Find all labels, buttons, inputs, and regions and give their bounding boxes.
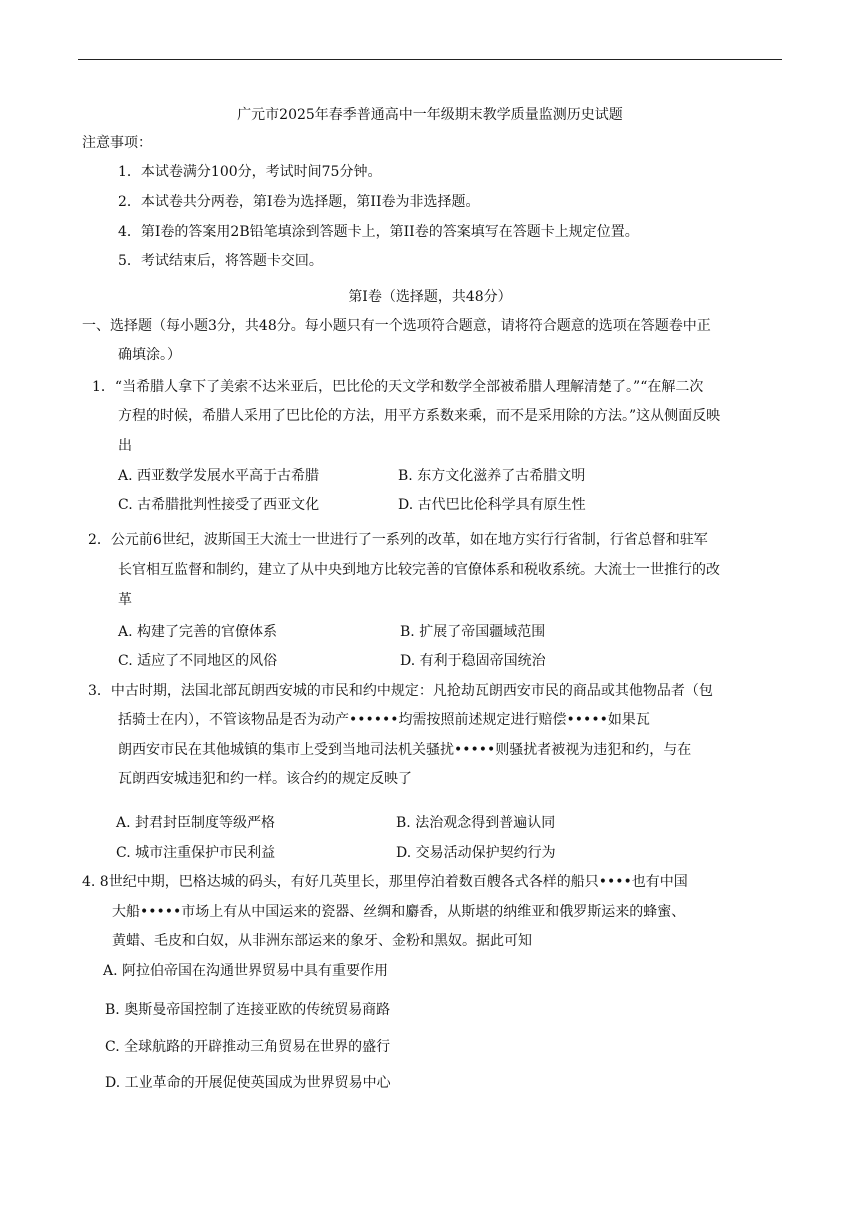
option-c: C. 城市注重保护市民利益: [116, 845, 276, 861]
question-stem-line: 瓦朗西安城违犯和约一样。该合约的规定反映了: [118, 771, 412, 787]
option-a: A. 西亚数学发展水平高于古希腊: [118, 468, 320, 484]
option-b: B. 奥斯曼帝国控制了连接亚欧的传统贸易商路: [105, 1002, 391, 1018]
question-stem-line: 2．公元前6世纪，波斯国王大流士一世进行了一系列的改革，如在地方实行行省制，行省总督和驻军: [88, 532, 708, 548]
section-title: 第I卷（选择题，共48分）: [348, 289, 512, 305]
part-instruction: 一、选择题（每小题3分，共48分。每小题只有一个选项符合题意，请将符合题意的选项在答题卷中正: [82, 318, 711, 334]
notice-item: 4．第I卷的答案用2B铅笔填涂到答题卡上，第II卷的答案填写在答题卡上规定位置。: [118, 224, 639, 240]
question-stem-line: 方程的时候，希腊人采用了巴比伦的方法，用平方系数来乘，而不是采用除的方法。”这从侧面反映: [118, 408, 721, 424]
header-rule: [78, 59, 782, 60]
question-stem-line: 4. 8世纪中期，巴格达城的码头，有好几英里长，那里停泊着数百艘各式各样的船只••••也有中国: [82, 874, 688, 890]
option-b: B. 扩展了帝国疆域范围: [400, 624, 546, 640]
question-stem-line: 黄蜡、毛皮和白奴，从非洲东部运来的象牙、金粉和黑奴。据此可知: [112, 933, 532, 949]
notice-item: 1．本试卷满分100分，考试时间75分钟。: [118, 164, 382, 180]
question-stem-line: 革: [118, 592, 132, 608]
question-stem-line: 大船•••••市场上有从中国运来的瓷器、丝绸和麝香，从斯堪的纳维亚和俄罗斯运来的蜂蜜、: [112, 904, 686, 920]
option-a: A. 阿拉伯帝国在沟通世界贸易中具有重要作用: [103, 963, 389, 979]
option-d: D. 工业革命的开展促使英国成为世界贸易中心: [105, 1075, 391, 1091]
question-stem-line: 3．中古时期，法国北部瓦朗西安城的市民和约中规定：凡抢劫瓦朗西安市民的商品或其他物品者（包: [88, 683, 713, 699]
option-c: C. 适应了不同地区的风俗: [118, 653, 278, 669]
option-c: C. 全球航路的开辟推动三角贸易在世界的盛行: [105, 1039, 391, 1055]
question-stem-line: 括骑士在内），不管该物品是否为动产••••••均需按照前述规定进行赔偿•••••如果瓦: [118, 712, 650, 728]
question-stem-line: 朗西安市民在其他城镇的集市上受到当地司法机关骚扰•••••则骚扰者被视为违犯和约，与在: [118, 742, 692, 758]
part-instruction: 确填涂。）: [118, 347, 181, 363]
exam-title: 广元市2025年春季普通高中一年级期末教学质量监测历史试题: [237, 107, 623, 123]
option-d: D. 古代巴比伦科学具有原生性: [398, 497, 586, 513]
option-a: A. 封君封臣制度等级严格: [116, 815, 276, 831]
option-d: D. 交易活动保护契约行为: [396, 845, 556, 861]
notice-item: 5．考试结束后，将答题卡交回。: [118, 253, 323, 269]
option-b: B. 东方文化滋养了古希腊文明: [398, 468, 586, 484]
notice-item: 2．本试卷共分两卷，第I卷为选择题，第II卷为非选择题。: [118, 194, 480, 210]
notice-heading: 注意事项：: [82, 135, 152, 151]
question-stem-line: 出: [118, 438, 132, 454]
option-b: B. 法治观念得到普遍认同: [396, 815, 556, 831]
question-stem-line: 长官相互监督和制约，建立了从中央到地方比较完善的官僚体系和税收系统。大流士一世推行的改: [118, 562, 720, 578]
option-d: D. 有利于稳固帝国统治: [400, 653, 546, 669]
option-c: C. 古希腊批判性接受了西亚文化: [118, 497, 320, 513]
question-stem-line: 1．“当希腊人拿下了美索不达米亚后，巴比伦的天文学和数学全部被希腊人理解清楚了。”“在解二次: [92, 379, 704, 395]
option-a: A. 构建了完善的官僚体系: [118, 624, 278, 640]
